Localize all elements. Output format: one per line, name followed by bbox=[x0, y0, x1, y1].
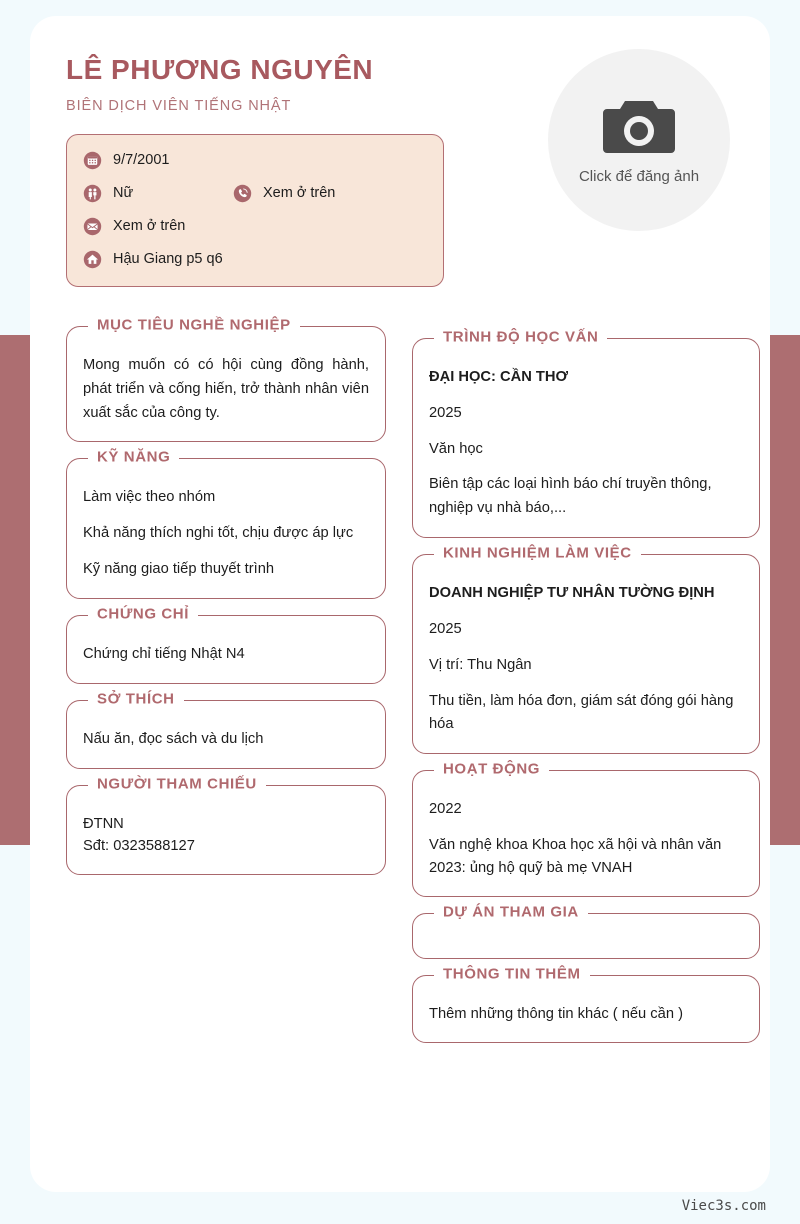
contact-gender-value: Nữ bbox=[113, 185, 134, 202]
contact-phone[interactable] bbox=[233, 184, 335, 203]
decorative-bar-right bbox=[770, 335, 800, 845]
activity-line-1: Văn nghệ khoa Khoa học xã hội và nhân văn bbox=[429, 836, 722, 853]
section-activities bbox=[412, 760, 760, 896]
skill-item: Làm việc theo nhóm bbox=[83, 489, 216, 506]
activity-line-2: 2023: ủng hộ quỹ bà mẹ VNAH bbox=[429, 859, 633, 876]
section-hobbies bbox=[66, 690, 386, 769]
section-title-activities: HOẠT ĐỘNG bbox=[434, 761, 549, 778]
career-objective-text: Mong muốn có có hội cùng đồng hành, phát triển và cống hiến, trở thành nhân viên xuất sắc của công ty. bbox=[83, 357, 369, 421]
site-watermark: Viec3s.com bbox=[681, 1198, 766, 1214]
section-body-hobbies[interactable] bbox=[66, 700, 386, 769]
additional-info-text: Thêm những thông tin khác ( nếu cần ) bbox=[429, 1005, 683, 1022]
section-career-objective bbox=[66, 316, 386, 442]
section-body-activities[interactable] bbox=[412, 770, 760, 896]
certificate-item: Chứng chỉ tiếng Nhật N4 bbox=[83, 645, 245, 662]
cv-document bbox=[30, 16, 770, 1192]
skill-item: Kỹ năng giao tiếp thuyết trình bbox=[83, 561, 275, 578]
cv-body bbox=[30, 316, 770, 1059]
contact-birthday-value: 9/7/2001 bbox=[113, 152, 170, 169]
hobby-item: Nấu ăn, đọc sách và du lịch bbox=[83, 730, 264, 747]
contact-birthday[interactable] bbox=[83, 151, 233, 170]
section-body-experience[interactable] bbox=[412, 554, 760, 754]
experience-description: Thu tiền, làm hóa đơn, giám sát đóng gói hàng hóa bbox=[429, 692, 734, 733]
section-certificates bbox=[66, 605, 386, 684]
contact-address[interactable] bbox=[83, 250, 223, 269]
photo-upload-area[interactable] bbox=[548, 49, 730, 231]
contact-email-value: Xem ở trên bbox=[113, 218, 186, 235]
contact-info-box bbox=[66, 134, 444, 287]
calendar-icon bbox=[83, 151, 102, 170]
left-column bbox=[66, 316, 386, 891]
section-title-references: NGƯỜI THAM CHIẾU bbox=[88, 775, 266, 792]
reference-name: ĐTNN bbox=[83, 815, 124, 832]
experience-position: Vị trí: Thu Ngân bbox=[429, 656, 532, 673]
section-title-certificates: CHỨNG CHỈ bbox=[88, 605, 198, 622]
section-title-additional-info: THÔNG TIN THÊM bbox=[434, 965, 590, 982]
activity-year: 2022 bbox=[429, 801, 462, 818]
contact-address-value: Hậu Giang p5 q6 bbox=[113, 251, 223, 268]
section-title-hobbies: SỞ THÍCH bbox=[88, 690, 184, 707]
section-title-career-objective: MỤC TIÊU NGHỀ NGHIỆP bbox=[88, 317, 300, 334]
gender-icon bbox=[83, 184, 102, 203]
section-title-skills: KỸ NĂNG bbox=[88, 449, 179, 466]
cv-header bbox=[30, 16, 770, 326]
section-additional-info bbox=[412, 965, 760, 1044]
right-column bbox=[412, 326, 760, 1059]
contact-phone-value: Xem ở trên bbox=[263, 185, 336, 202]
section-references bbox=[66, 775, 386, 876]
experience-company: DOANH NGHIỆP TƯ NHÂN TƯỜNG ĐỊNH bbox=[429, 585, 715, 602]
section-title-education: TRÌNH ĐỘ HỌC VẤN bbox=[434, 329, 607, 346]
contact-row-birthday bbox=[83, 149, 427, 171]
section-skills bbox=[66, 448, 386, 598]
camera-icon bbox=[599, 95, 679, 159]
candidate-name[interactable]: LÊ PHƯƠNG NGUYÊN bbox=[66, 54, 374, 85]
reference-phone: Sđt: 0323588127 bbox=[83, 838, 195, 855]
section-body-education[interactable] bbox=[412, 338, 760, 538]
contact-row-email bbox=[83, 215, 427, 237]
section-body-career-objective[interactable] bbox=[66, 326, 386, 442]
section-title-experience: KINH NGHIỆM LÀM VIỆC bbox=[434, 545, 641, 562]
experience-year: 2025 bbox=[429, 620, 462, 637]
section-body-additional-info[interactable] bbox=[412, 975, 760, 1044]
education-school: ĐẠI HỌC: CẦN THƠ bbox=[429, 369, 568, 385]
section-education bbox=[412, 328, 760, 538]
photo-upload-label: Click để đăng ảnh bbox=[578, 168, 700, 185]
section-projects bbox=[412, 903, 760, 959]
section-title-projects: DỰ ÁN THAM GIA bbox=[434, 903, 588, 920]
contact-gender[interactable] bbox=[83, 184, 233, 203]
skill-item: Khả năng thích nghi tốt, chịu được áp lực bbox=[83, 525, 354, 542]
contact-row-gender-phone bbox=[83, 182, 427, 204]
education-description: Biên tập các loại hình báo chí truyền thông, nghiệp vụ nhà báo,... bbox=[429, 476, 712, 517]
section-body-skills[interactable] bbox=[66, 458, 386, 598]
section-experience bbox=[412, 544, 760, 754]
decorative-bar-left bbox=[0, 335, 30, 845]
candidate-job-title[interactable]: BIÊN DỊCH VIÊN TIẾNG NHẬT bbox=[66, 98, 292, 115]
education-major: Văn học bbox=[429, 440, 483, 457]
section-body-references[interactable] bbox=[66, 785, 386, 876]
education-year: 2025 bbox=[429, 404, 462, 421]
envelope-icon bbox=[83, 217, 102, 236]
phone-icon bbox=[233, 184, 252, 203]
contact-email[interactable] bbox=[83, 217, 185, 236]
section-body-certificates[interactable] bbox=[66, 615, 386, 684]
home-icon bbox=[83, 250, 102, 269]
contact-row-address bbox=[83, 248, 427, 270]
